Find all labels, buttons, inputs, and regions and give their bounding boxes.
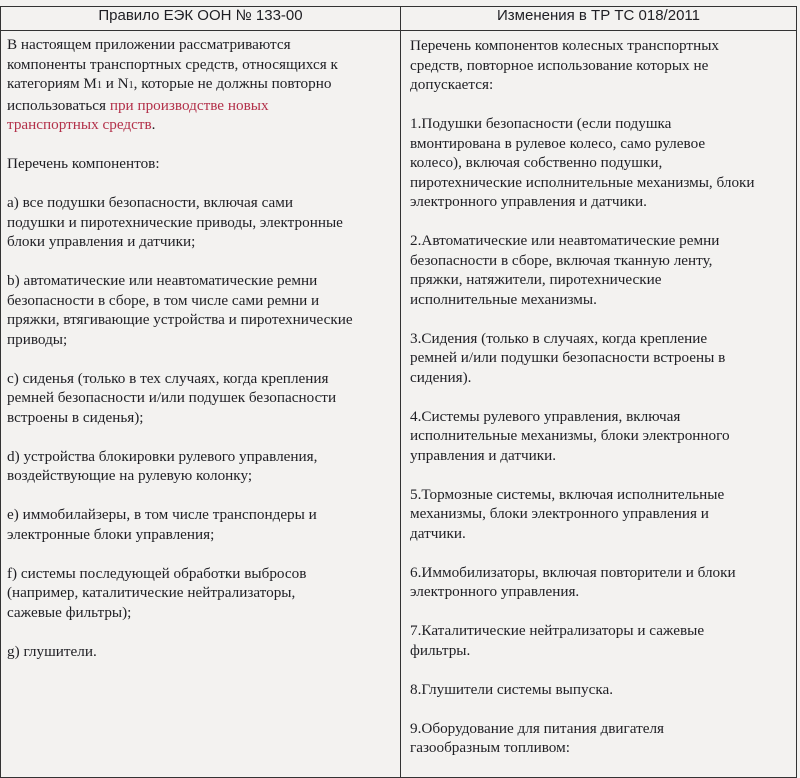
left-list-item: b) автоматические или неавтоматические ремни безопасности в сборе, в том числе сами ремни и пряжки, втягивающие устройства и пиротехнические приводы; — [7, 272, 353, 348]
left-intro-text: В настоящем приложении рассматриваются компоненты транспортных средств, относящихся к категориям M — [7, 36, 338, 92]
right-list-item: 5.Тормозные системы, включая исполнительные механизмы, блоки электронного управления и датчики. — [410, 485, 725, 542]
category-subscript: 1 — [128, 80, 134, 91]
right-list-item: 8.Глушители системы выпуска. — [410, 680, 614, 698]
left-list-item: е) иммобилайзеры, в том числе транспондеры и электронные блоки управления; — [7, 506, 317, 543]
left-intro-paragraph — [7, 35, 400, 135]
table-header-row — [1, 7, 797, 31]
left-column-header: Правило ЕЭК ООН № 133-00 — [1, 7, 401, 31]
highlighted-phrase: при производстве новых транспортных средств — [7, 96, 269, 133]
right-list-item: 1.Подушки безопасности (если подушка вмонтирована в рулевое колесо, само рулевое колесо), включая собственно подушки, пиротехнические исполнительные механизмы, блоки электронного управления и датчики. — [410, 115, 755, 210]
right-list-item: 7.Каталитические нейтрализаторы и сажевые фильтры. — [410, 622, 705, 659]
category-subscript: 1 — [96, 80, 102, 91]
right-intro-paragraph: Перечень компонентов колесных транспортных средств, повторное использование которых не допускается: — [410, 37, 719, 93]
left-list-item: f) системы последующей обработки выбросов (например, каталитические нейтрализаторы, сажевые фильтры); — [7, 564, 307, 621]
left-intro-text: и N — [101, 75, 129, 92]
left-intro-text: . — [151, 116, 156, 133]
right-list-item: 9.Оборудование для питания двигателя газообразным топливом: — [410, 719, 665, 756]
right-column-header: Изменения в ТР ТС 018/2011 — [401, 7, 797, 31]
right-list-item: 2.Автоматические или неавтоматические ремни безопасности в сборе, включая тканную ленту, пряжки, натяжители, пиротехнические исполнительные механизмы. — [410, 232, 720, 308]
right-list-item: 3.Сидения (только в случаях, когда крепление ремней и/или подушки безопасности встроены в сидения). — [410, 329, 726, 386]
left-list-heading: Перечень компонентов: — [7, 155, 160, 172]
left-list-item: g) глушители. — [7, 642, 97, 660]
right-list-item: 6.Иммобилизаторы, включая повторители и блоки электронного управления. — [410, 563, 736, 600]
left-column-cell — [1, 31, 401, 778]
left-list-item: d) устройства блокировки рулевого управления, воздействующие на рулевую колонку; — [7, 447, 318, 484]
table-body-row — [1, 31, 797, 778]
left-list-item: а) все подушки безопасности, включая сами подушки и пиротехнические приводы, электронные блоки управления и датчики; — [7, 194, 343, 250]
right-list-item: 4.Системы рулевого управления, включая исполнительные механизмы, блоки электронного управления и датчики. — [410, 407, 730, 464]
right-column-cell — [401, 31, 797, 778]
comparison-table — [0, 6, 797, 778]
left-list-item: с) сиденья (только в тех случаях, когда крепления ремней безопасности и/или подушек безопасности встроены в сиденья); — [7, 369, 337, 426]
left-intro-text: , которые не должны повторно использоваться — [7, 75, 332, 114]
